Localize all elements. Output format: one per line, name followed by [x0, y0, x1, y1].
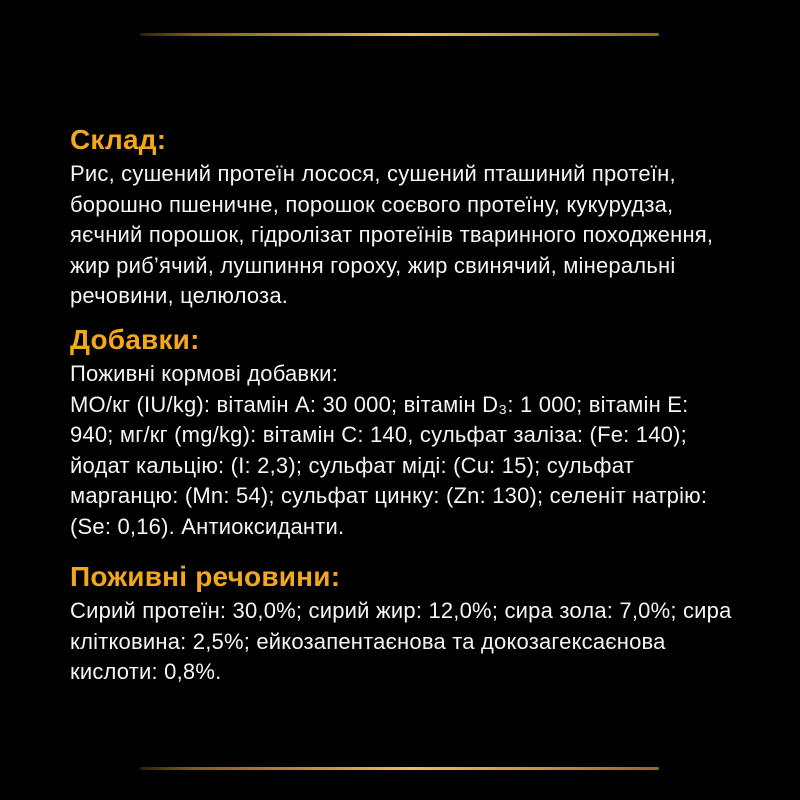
nutrients-text: Сирий протеїн: 30,0%; сирий жир: 12,0%; сира зола: 7,0%; сира клітковина: 2,5%; ейкозапентаєнова та докозагексаєнова кислоти: 0,8%.	[70, 598, 732, 684]
additives-subtitle: Поживні кормові добавки:	[70, 361, 338, 386]
additives-heading: Добавки:	[70, 324, 200, 355]
composition-text: Рис, сушений протеїн лосося, сушений пташиний протеїн, борошно пшеничне, порошок соєвого протеїну, кукурудза, яєчний порошок, гідролізат протеїнів тваринного походження, жир риб’ячий, лушпиння гороху, жир свинячий, мінеральні речовини, целюлоза.	[70, 161, 714, 308]
section-nutrients	[70, 560, 734, 688]
additives-text: МО/кг (IU/kg): вітамін A: 30 000; вітамін D₃: 1 000; вітамін E: 940; мг/кг (mg/kg): вітамін C: 140, сульфат заліза: (Fe: 140); йодат кальцію: (I: 2,3); сульфат міді: (Cu: 15); сульфат марганцю: (Mn: 54); сульфат цинку: (Zn: 130); селеніт натрію: (Se: 0,16). Антиоксиданти.	[70, 391, 708, 539]
composition-heading: Склад:	[70, 124, 167, 155]
section-composition	[70, 123, 734, 312]
section-additives	[70, 323, 734, 542]
bottom-divider	[140, 767, 659, 770]
top-divider	[140, 33, 659, 36]
nutrients-heading: Поживні речовини:	[70, 561, 341, 592]
